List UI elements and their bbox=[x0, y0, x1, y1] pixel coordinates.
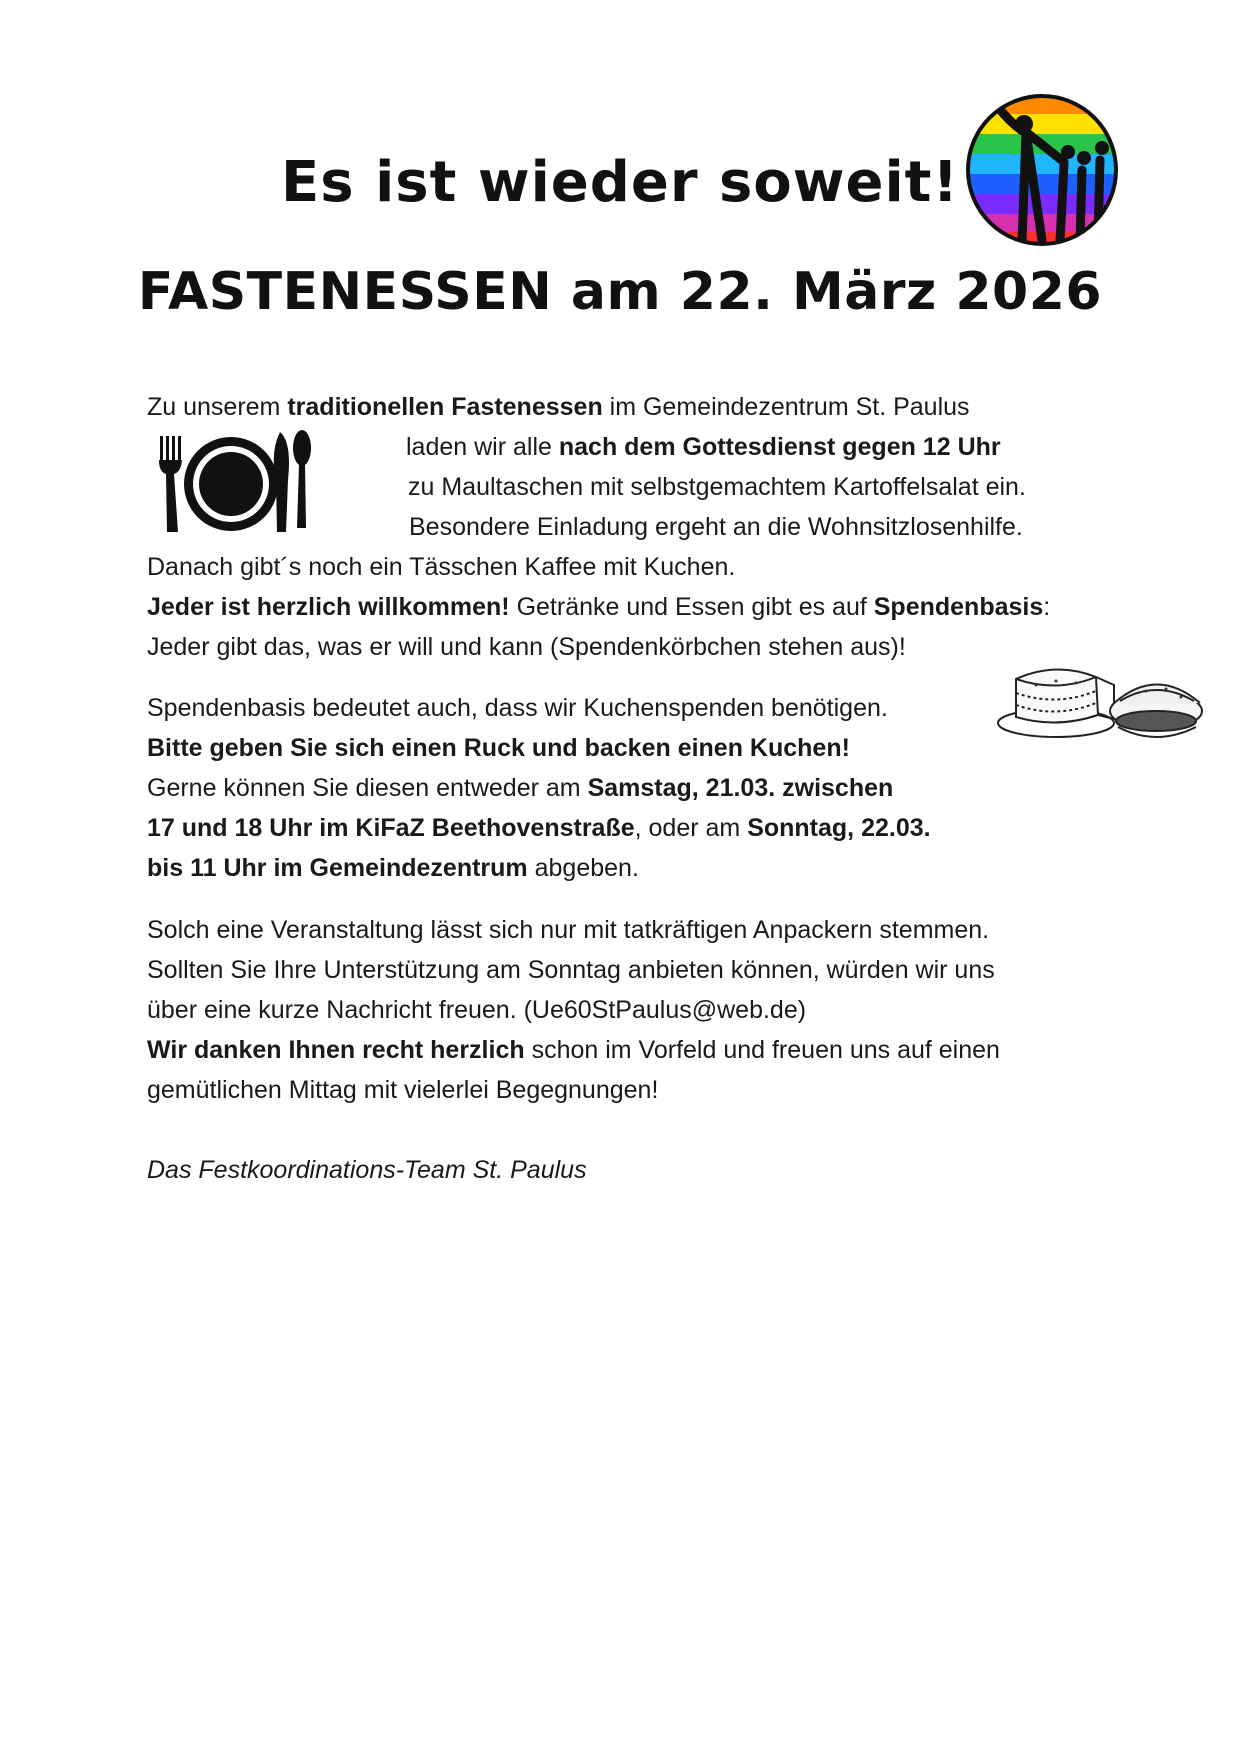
donation-line-3: Gerne können Sie diesen entweder am Samstag, 21.03. zwischen bbox=[147, 774, 894, 802]
intro-line-5: Danach gibt´s noch ein Tässchen Kaffee mit Kuchen. bbox=[147, 553, 736, 581]
intro-line-3: zu Maultaschen mit selbstgemachtem Kartoffelsalat ein. bbox=[408, 473, 1026, 501]
donation-line-5: bis 11 Uhr im Gemeindezentrum abgeben. bbox=[147, 854, 639, 882]
intro-line-6: Jeder ist herzlich willkommen! Getränke und Essen gibt es auf Spendenbasis: bbox=[147, 593, 1051, 621]
cake-pie-drawing bbox=[996, 655, 1204, 747]
donation-line-2: Bitte geben Sie sich einen Ruck und backen einen Kuchen! bbox=[147, 734, 850, 762]
page-title: Es ist wieder soweit! bbox=[281, 150, 959, 215]
intro-line-7: Jeder gibt das, was er will und kann (Spendenkörbchen stehen aus)! bbox=[147, 633, 906, 661]
helper-line-2: Sollten Sie Ihre Unterstützung am Sonntag anbieten können, würden wir uns bbox=[147, 956, 995, 984]
helper-line-3: über eine kurze Nachricht freuen. (Ue60StPaulus@web.de) bbox=[147, 996, 807, 1024]
event-headline: FASTENESSEN am 22. März 2026 bbox=[137, 262, 1103, 322]
rainbow-family-logo bbox=[964, 92, 1120, 248]
intro-line-4: Besondere Einladung ergeht an die Wohnsitzlosenhilfe. bbox=[409, 513, 1023, 541]
donation-line-1: Spendenbasis bedeutet auch, dass wir Kuchenspenden benötigen. bbox=[147, 694, 888, 722]
signature: Das Festkoordinations-Team St. Paulus bbox=[147, 1156, 587, 1184]
plate-cutlery-icon bbox=[156, 428, 314, 538]
helper-line-1: Solch eine Veranstaltung lässt sich nur mit tatkräftigen Anpackern stemmen. bbox=[147, 916, 990, 944]
intro-line-2: laden wir alle nach dem Gottesdienst gegen 12 Uhr bbox=[406, 433, 1001, 461]
helper-line-5: gemütlichen Mittag mit vielerlei Begegnungen! bbox=[147, 1076, 659, 1104]
helper-line-4: Wir danken Ihnen recht herzlich schon im Vorfeld und freuen uns auf einen bbox=[147, 1036, 1000, 1064]
intro-line-1: Zu unserem traditionellen Fastenessen im Gemeindezentrum St. Paulus bbox=[147, 393, 970, 421]
donation-line-4: 17 und 18 Uhr im KiFaZ Beethovenstraße, oder am Sonntag, 22.03. bbox=[147, 814, 931, 842]
